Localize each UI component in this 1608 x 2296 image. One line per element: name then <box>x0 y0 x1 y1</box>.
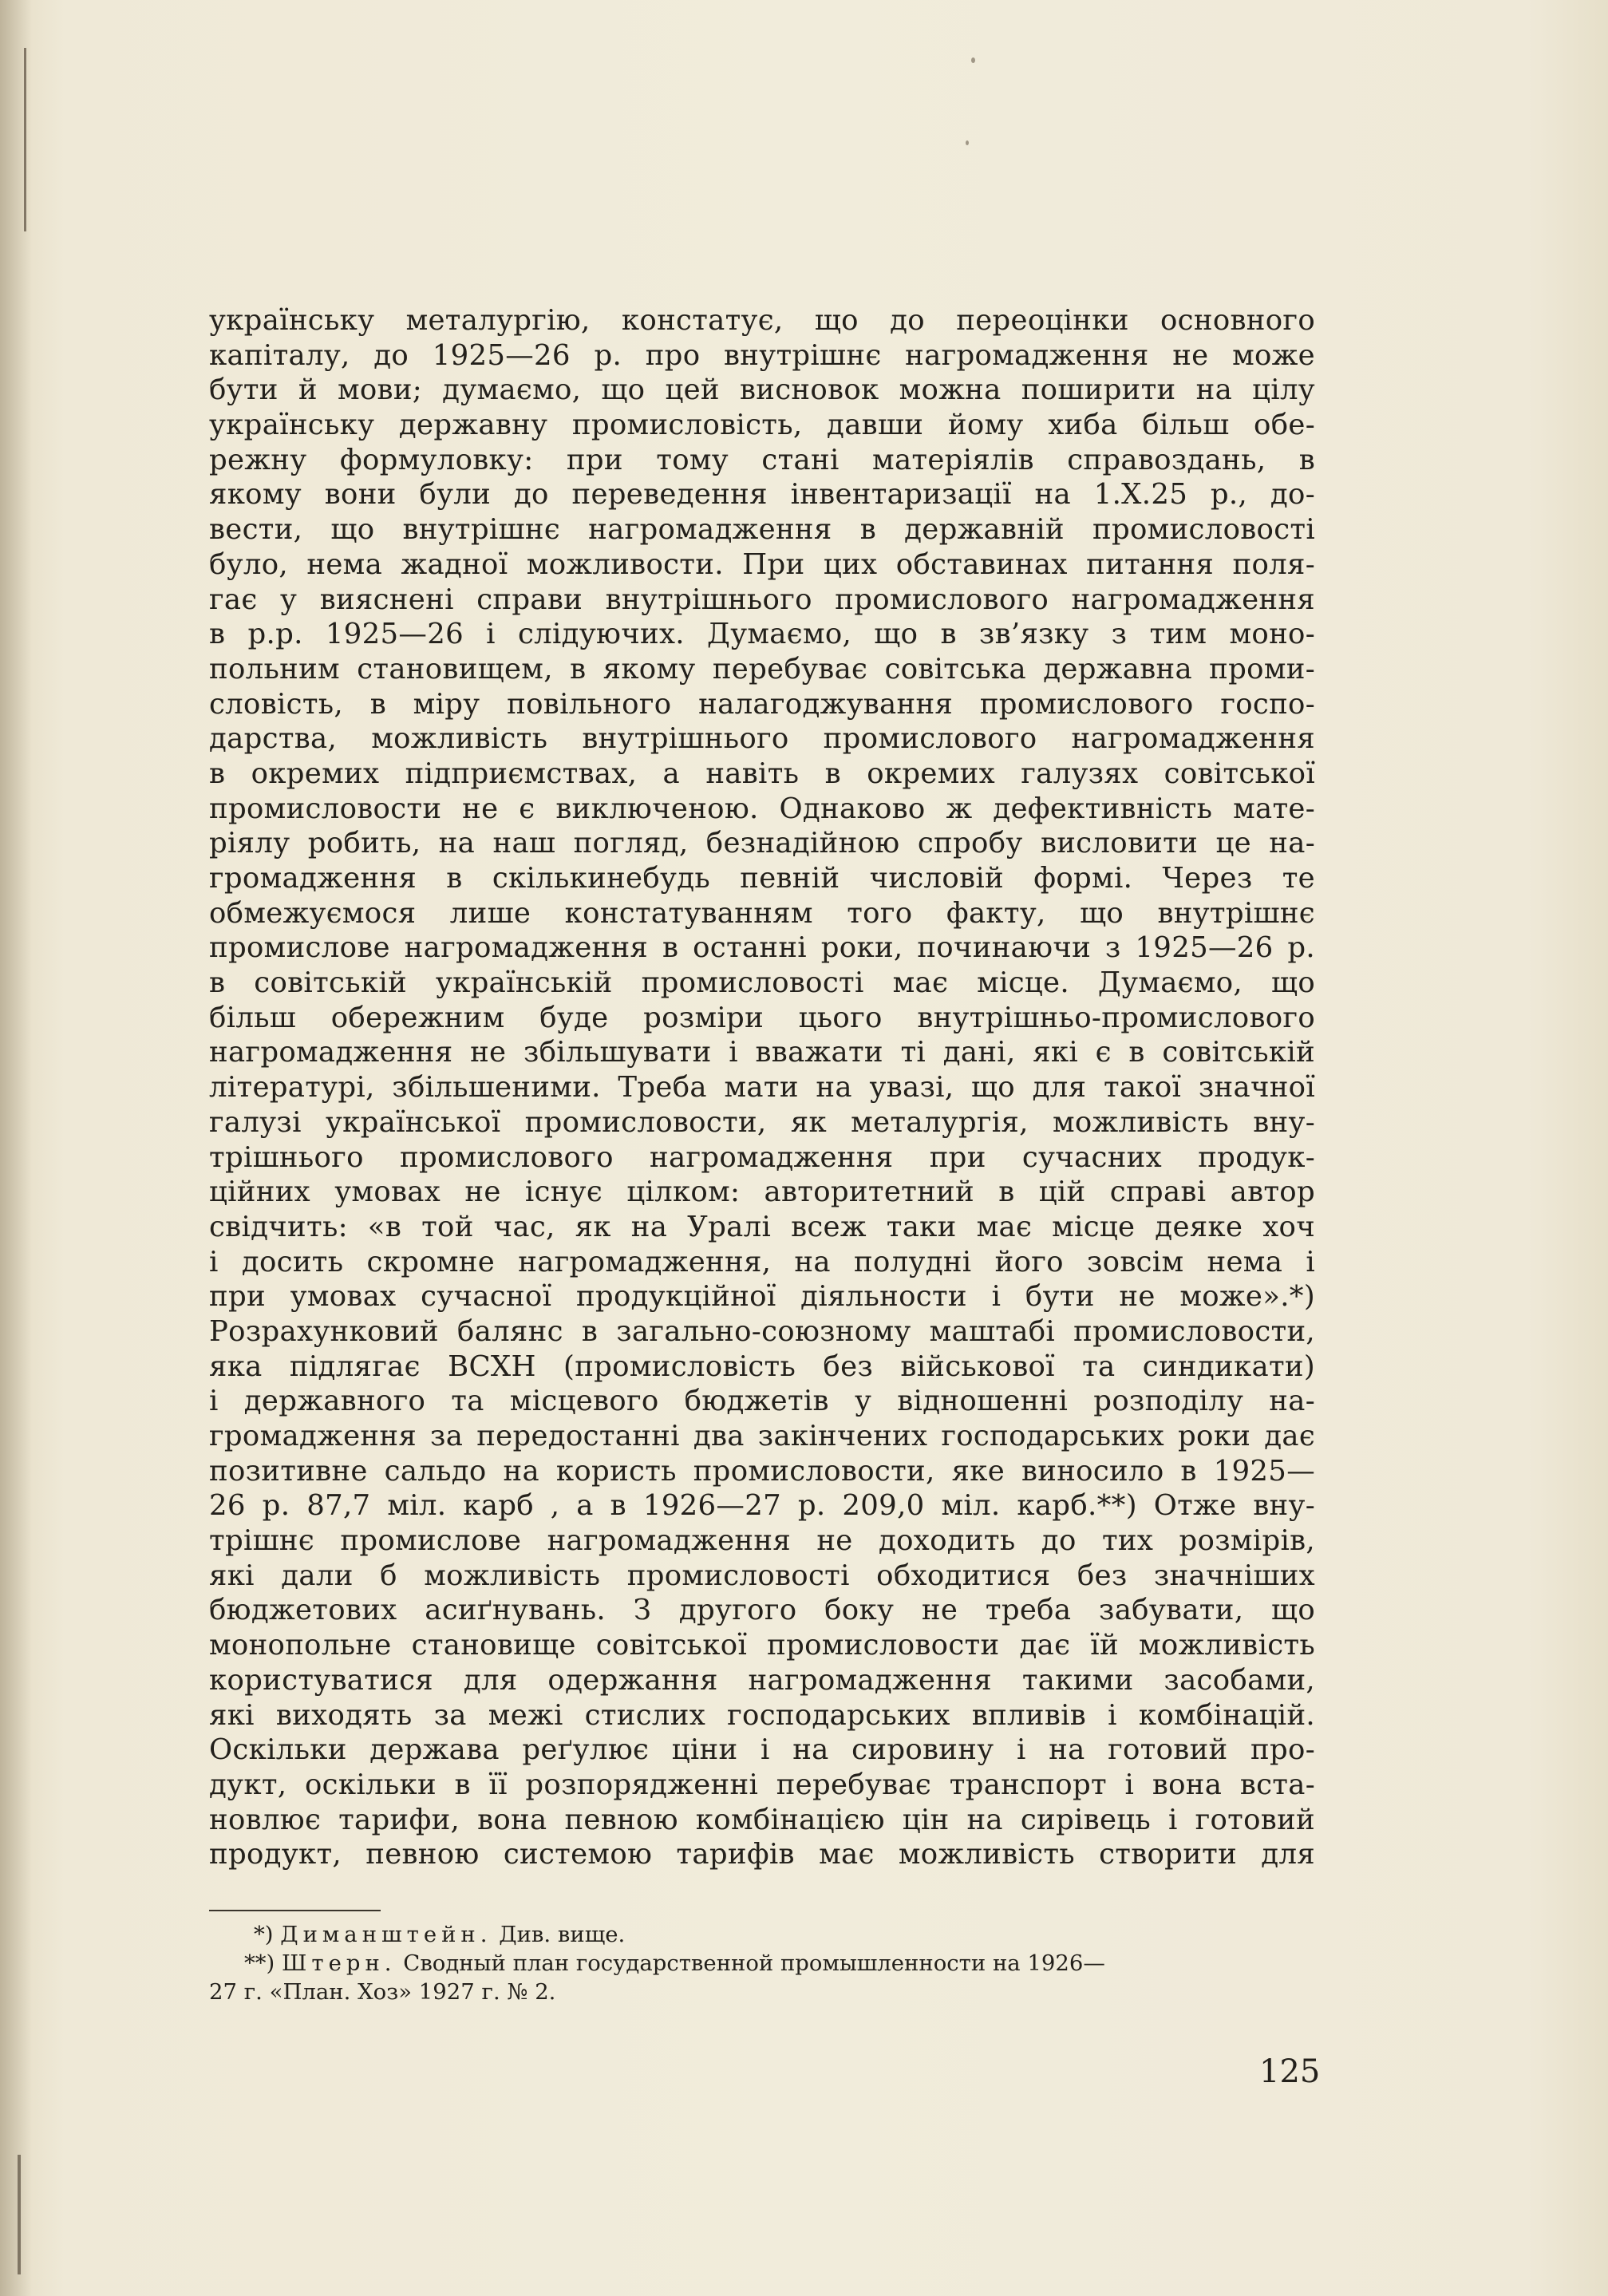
text-line: ріялу робить, на наш погляд, безнадійною спробу висловити це на- <box>209 827 1315 860</box>
paper-speck <box>971 57 975 63</box>
text-line: позитивне сальдо на користь промисловости, яке виносило в 1925— <box>209 1454 1315 1488</box>
text-line: промисловости не є виключеною. Однаково ж дефективність мате- <box>209 792 1315 825</box>
text-line: було, нема жадної можливости. При цих обставинах питання поля- <box>209 547 1315 581</box>
footnote-2 <box>209 1949 1315 1978</box>
text-line: гає у вияснені справи внутрішнього промислового нагромадження <box>209 583 1315 616</box>
text-line: які дали б можливість промисловості обходитися без значніших <box>209 1559 1315 1592</box>
text-line: трішнє промислове нагромадження не доходить до тих розмірів, <box>209 1524 1315 1558</box>
text-line: яка підлягає ВСХН (промисловість без військової та синдикати) <box>209 1350 1315 1383</box>
text-line: бути й мови; думаємо, що цей висновок можна поширити на цілу <box>209 373 1315 407</box>
binding-shadow <box>0 0 32 2296</box>
footnote-marker: **) <box>244 1950 275 1976</box>
text-line: трішнього промислового нагромадження при сучасних продук- <box>209 1140 1315 1174</box>
text-line: українську металургію, констатує, що до переоцінки основного <box>209 304 1315 337</box>
text-line: українську державну промисловість, давши йому хиба більш обе- <box>209 409 1315 442</box>
binding-edge-mark <box>24 48 26 231</box>
text-line: і державного та місцевого бюджетів у відношенні розподілу на- <box>209 1385 1315 1418</box>
text-line: в р.р. 1925—26 і слідуючих. Думаємо, що в зв’язку з тим моно- <box>209 618 1315 651</box>
footnote-text: Див. вище. <box>499 1922 626 1947</box>
text-line: 26 р. 87,7 міл. карб , а в 1926—27 р. 209,0 міл. карб.**) Отже вну- <box>209 1489 1315 1523</box>
text-line: в окремих підприємствах, а навіть в окремих галузях совітської <box>209 757 1315 790</box>
text-line: режну формуловку: при тому стані матеріялів справоздань, в <box>209 443 1315 476</box>
footnote-separator <box>209 1910 381 1911</box>
footnote-author: Штерн. <box>281 1950 397 1976</box>
footnote-marker: *) <box>254 1922 274 1947</box>
text-line: польним становищем, в якому перебуває совітська державна проми- <box>209 652 1315 686</box>
text-line: капіталу, до 1925—26 р. про внутрішнє нагромадження не може <box>209 338 1315 372</box>
text-line: продукт, певною системою тарифів має можливість створити для <box>209 1838 1315 1871</box>
text-line: промислове нагромадження в останні роки, починаючи з 1925—26 р. <box>209 931 1315 965</box>
text-line: нагромадження не збільшувати і вважати ті дані, які є в совітській <box>209 1036 1315 1069</box>
footnote-text: Сводный план государственной промышленности на 1926— <box>403 1950 1105 1976</box>
text-line: якому вони були до переведення інвентаризації на 1.Х.25 р., до- <box>209 478 1315 512</box>
text-line: Оскільки держава реґулює ціни і на сировину і на готовий про- <box>209 1733 1315 1767</box>
text-line: новлює тарифи, вона певною комбінацією цін на сирівець і готовий <box>209 1803 1315 1836</box>
paper-speck <box>966 140 969 145</box>
footnotes <box>209 1920 1315 2006</box>
text-line: ційних умовах не існує цілком: авторитетний в цій справі автор <box>209 1176 1315 1209</box>
text-line: дарства, можливість внутрішнього промислового нагромадження <box>209 722 1315 756</box>
text-line: обмежуємося лише констатуванням того факту, що внутрішнє <box>209 896 1315 930</box>
text-line: свідчить: «в той час, як на Уралі всеж таки має місце деяке хоч <box>209 1210 1315 1243</box>
text-line: монопольне становище совітської промисловости дає їй можливість <box>209 1629 1315 1662</box>
text-line: більш обережним буде розміри цього внутрішньо-промислового <box>209 1001 1315 1034</box>
body-text <box>209 303 1315 1872</box>
text-line: дукт, оскільки в її розпорядженні перебуває транспорт і вона вста- <box>209 1768 1315 1801</box>
text-line: і досить скромне нагромадження, на полудні його зовсім нема і <box>209 1245 1315 1278</box>
text-line: в совітській українській промисловості має місце. Думаємо, що <box>209 966 1315 1000</box>
text-line: вести, що внутрішнє нагромадження в державній промисловості <box>209 513 1315 547</box>
footnote-2-continuation: 27 г. «План. Хоз» 1927 г. № 2. <box>209 1979 556 2005</box>
binding-edge-mark-lower <box>18 2155 21 2274</box>
footnote-author: Диманштейн. <box>280 1922 492 1947</box>
text-line: при умовах сучасної продукційної діяльности і бути не може».*) <box>209 1280 1315 1314</box>
text-line: Розрахунковий балянс в загально-союзному маштабі промисловости, <box>209 1314 1315 1348</box>
page-number: 125 <box>1259 2053 1321 2090</box>
text-line: словість, в міру повільного налагоджування промислового госпо- <box>209 687 1315 721</box>
text-line: галузі української промисловости, як металургія, можливість вну- <box>209 1105 1315 1139</box>
text-line: які виходять за межі стислих господарських впливів і комбінацій. <box>209 1698 1315 1732</box>
text-line: літературі, збільшеними. Треба мати на увазі, що для такої значної <box>209 1071 1315 1105</box>
footnote-1 <box>209 1920 1315 1949</box>
text-line: громадження в скількинебудь певній числовій формі. Через те <box>209 862 1315 895</box>
text-line: громадження за передостанні два закінчених господарських роки дає <box>209 1420 1315 1452</box>
text-line: бюджетових асиґнувань. З другого боку не треба забувати, що <box>209 1594 1315 1627</box>
text-line: користуватися для одержання нагромадження такими засобами, <box>209 1663 1315 1697</box>
